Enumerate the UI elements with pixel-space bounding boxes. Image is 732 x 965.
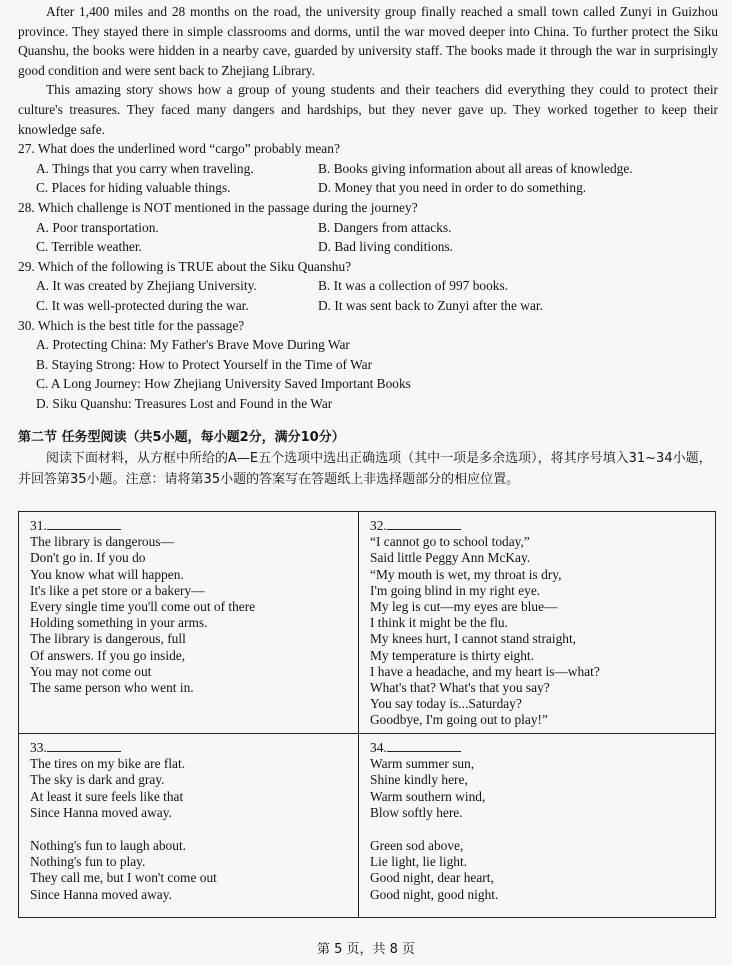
poem-line: “I cannot go to school today,” xyxy=(370,534,530,550)
poem-line: Holding something in your arms. xyxy=(30,615,208,631)
poem-line: The library is dangerous, full xyxy=(30,631,186,647)
page-footer: 第 5 页，共 8 页 xyxy=(316,942,416,957)
poem-line: The library is dangerous— xyxy=(30,534,174,550)
poem-line: I'm going blind in my right eye. xyxy=(370,582,541,598)
question-stem: 28. Which challenge is NOT mentioned in the passage during the journey? xyxy=(18,199,418,215)
poem-line: You may not come out xyxy=(30,663,152,679)
option-c: C. Terrible weather. xyxy=(36,239,142,255)
poem-line: At least it sure feels like that xyxy=(30,788,184,804)
option-b: B. Staying Strong: How to Protect Yourself in the Time of War xyxy=(36,356,373,372)
poem-line: Nothing's fun to laugh about. xyxy=(30,838,187,854)
poem-line: Good night, dear heart, xyxy=(370,870,494,886)
poem-line: The same person who went in. xyxy=(30,680,194,696)
poem-line: Since Hanna moved away. xyxy=(30,804,172,820)
section-heading: 第二节 任务型阅读（共5小题，每小题2分，满分10分） xyxy=(18,430,345,446)
poem-line: The sky is dark and gray. xyxy=(30,772,165,788)
option-d: D. Bad living conditions. xyxy=(318,239,454,255)
answer-blank-32: 32. xyxy=(370,517,715,534)
option-c: C. A Long Journey: How Zhejiang University Saved Important Books xyxy=(36,376,411,392)
poem-line: The tires on my bike are flat. xyxy=(30,756,186,772)
poem-line: You know what will happen. xyxy=(30,566,184,582)
question-stem: 30. Which is the best title for the passage? xyxy=(18,317,245,333)
question-stem: 27. What does the underlined word “cargo” probably mean? xyxy=(18,141,340,157)
answer-blank-34: 34. xyxy=(370,739,715,756)
poem-line: Every single time you'll come out of there xyxy=(30,599,256,615)
question-28 xyxy=(18,198,718,257)
option-b: B. It was a collection of 997 books. xyxy=(318,278,509,294)
option-d: D. Money that you need in order to do something. xyxy=(318,180,587,196)
poem-line: Warm southern wind, xyxy=(370,788,486,804)
poem-line: Blow softly here. xyxy=(370,804,463,820)
option-a: A. Poor transportation. xyxy=(36,219,159,235)
poem-cell-31 xyxy=(19,512,359,734)
poem-line: Shine kindly here, xyxy=(370,772,468,788)
option-d: D. It was sent back to Zunyi after the war. xyxy=(318,297,543,313)
question-29 xyxy=(18,257,718,316)
poem-line: Nothing's fun to play. xyxy=(30,854,146,870)
poem-line: What's that? What's that you say? xyxy=(370,680,550,696)
section-instruction: 阅读下面材料，从方框中所给的A—E五个选项中选出正确选项（其中一项是多余选项），将其序号填入31~34小题，并回答第35小题。注意：请将第35小题的答案写在答题纸上非选择题部分的相应位置。 xyxy=(18,451,712,488)
poem-line: Since Hanna moved away. xyxy=(30,886,172,902)
poem-line: Said little Peggy Ann McKay. xyxy=(370,550,531,566)
option-a: A. Protecting China: My Father's Brave Move During War xyxy=(36,337,350,353)
poem-line: Goodbye, I'm going out to play!” xyxy=(370,712,548,728)
option-a: A. It was created by Zhejiang University. xyxy=(36,278,257,294)
answer-blank-31: 31. xyxy=(30,517,358,534)
poem-table xyxy=(18,511,716,918)
option-d: D. Siku Quanshu: Treasures Lost and Found in the War xyxy=(36,395,333,411)
poem-line: You say today is...Saturday? xyxy=(370,696,522,712)
option-c: C. It was well-protected during the war. xyxy=(36,297,249,313)
poem-line: They call me, but I won't come out xyxy=(30,870,217,886)
poem-line: I have a headache, and my heart is—what? xyxy=(370,663,600,679)
poem-line: Warm summer sun, xyxy=(370,756,475,772)
poem-cell-34 xyxy=(359,734,715,917)
poem-line: My knees hurt, I cannot stand straight, xyxy=(370,631,577,647)
poem-line: “My mouth is wet, my throat is dry, xyxy=(370,566,562,582)
poem-cell-33 xyxy=(19,734,359,917)
poem-line: My leg is cut—my eyes are blue— xyxy=(370,599,558,615)
question-stem: 29. Which of the following is TRUE about the Siku Quanshu? xyxy=(18,258,352,274)
poem-line: Of answers. If you go inside, xyxy=(30,647,186,663)
option-a: A. Things that you carry when traveling. xyxy=(36,160,254,176)
passage-paragraph-2: This amazing story shows how a group of young students and their teachers did everything they could to protect their culture's treasures. They faced many dangers and hardships, but they never gave up. They worked together to keep their knowledge safe. xyxy=(18,82,718,137)
exam-page xyxy=(18,2,718,490)
poem-line: My temperature is thirty eight. xyxy=(370,647,534,663)
option-b: B. Books giving information about all areas of knowledge. xyxy=(318,160,633,176)
option-b: B. Dangers from attacks. xyxy=(318,219,452,235)
question-30 xyxy=(18,316,718,414)
poem-line: It's like a pet store or a bakery— xyxy=(30,582,205,598)
passage-paragraph-1: After 1,400 miles and 28 months on the road, the university group finally reached a small town called Zunyi in Guizhou province. They stayed there in simple classrooms and dorms, until the war moved deeper into China. To further protect the Siku Quanshu, the books were hidden in a nearby cave, guarded by university staff. The books made it through the war in surprisingly good condition and were sent back to Zhejiang Library. xyxy=(18,4,718,78)
poem-line: I think it might be the flu. xyxy=(370,615,508,631)
poem-cell-32 xyxy=(359,512,715,734)
poem-line: Lie light, lie light. xyxy=(370,854,468,870)
answer-blank-33: 33. xyxy=(30,739,358,756)
option-c: C. Places for hiding valuable things. xyxy=(36,180,231,196)
poem-line: Good night, good night. xyxy=(370,886,499,902)
poem-line: Don't go in. If you do xyxy=(30,550,146,566)
poem-line: Green sod above, xyxy=(370,838,464,854)
question-27 xyxy=(18,139,718,198)
